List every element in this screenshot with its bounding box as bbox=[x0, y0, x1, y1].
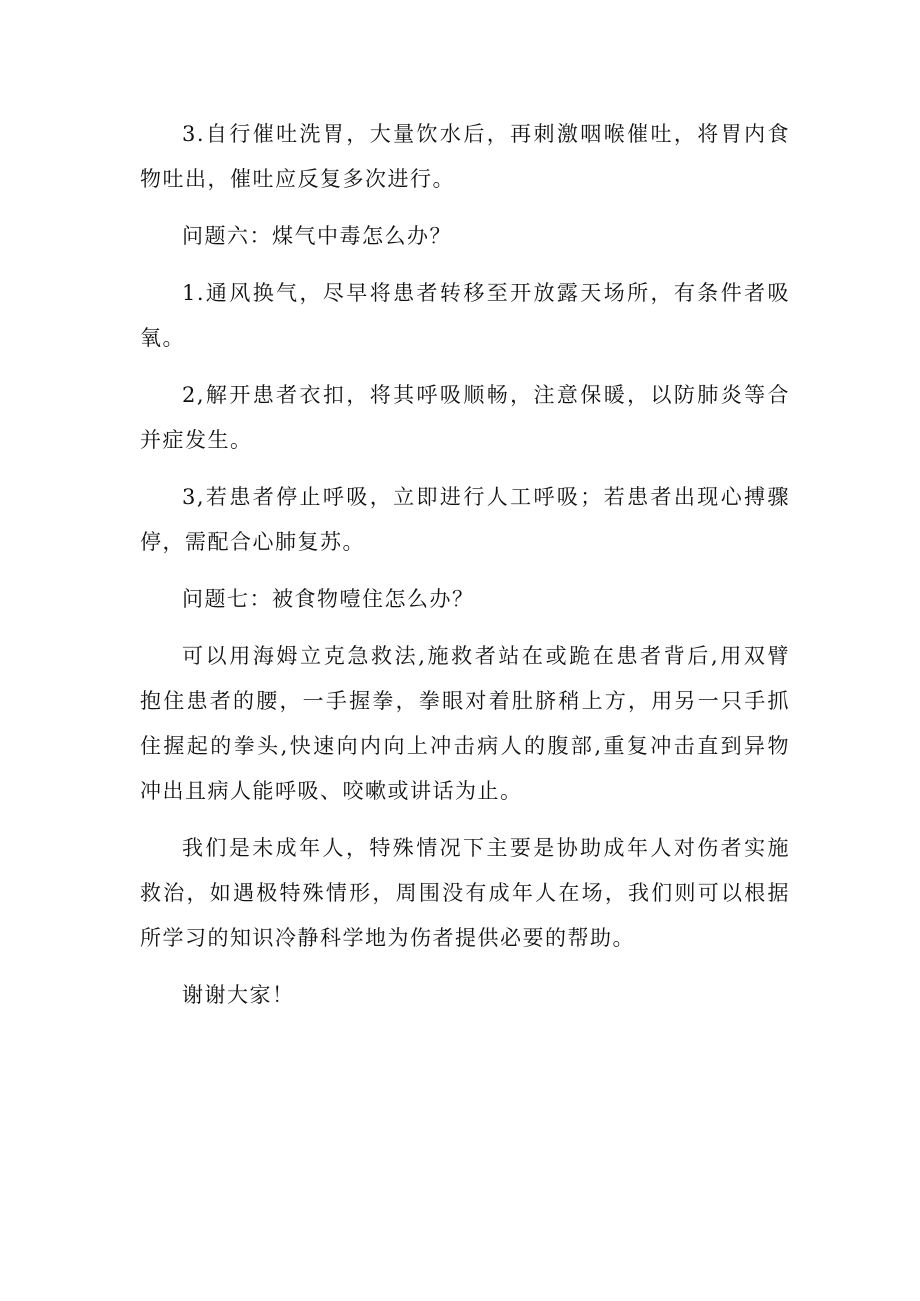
paragraph-line: 1.通风换气，尽早将患者转移至开放露天场所，有条件者吸 bbox=[182, 281, 790, 305]
document-body bbox=[140, 112, 790, 1030]
paragraph bbox=[140, 112, 790, 202]
paragraph bbox=[140, 973, 790, 1018]
paragraph-line: 氧。 bbox=[140, 326, 185, 350]
paragraph-line: 3.自行催吐洗胃，大量饮水后，再刺激咽喉催吐，将胃内食 bbox=[182, 122, 790, 146]
paragraph-line: 住握起的拳头,快速向内向上冲击病人的腹部,重复冲击直到异物 bbox=[140, 734, 790, 758]
paragraph-line: 可以用海姆立克急救法,施救者站在或跪在患者背后,用双臂 bbox=[182, 644, 790, 668]
paragraph bbox=[140, 826, 790, 961]
paragraph-line: 物吐出，催吐应反复多次进行。 bbox=[140, 167, 455, 191]
paragraph bbox=[140, 634, 790, 814]
paragraph bbox=[140, 271, 790, 361]
paragraph-line: 问题六：煤气中毒怎么办？ bbox=[182, 224, 452, 248]
paragraph-line: 救治，如遇极特殊情形，周围没有成年人在场，我们则可以根据 bbox=[140, 881, 790, 905]
paragraph bbox=[140, 475, 790, 565]
paragraph-line: 冲出且病人能呼吸、咬嗽或讲话为止。 bbox=[140, 779, 523, 803]
paragraph-line: 3,若患者停止呼吸，立即进行人工呼吸；若患者出现心搏骤 bbox=[182, 485, 790, 509]
paragraph-line: 谢谢大家！ bbox=[182, 983, 295, 1007]
paragraph-line: 我们是未成年人，特殊情况下主要是协助成年人对伤者实施 bbox=[182, 836, 790, 860]
paragraph bbox=[140, 577, 790, 622]
paragraph-line: 2,解开患者衣扣，将其呼吸顺畅，注意保暖，以防肺炎等合 bbox=[182, 383, 790, 407]
paragraph bbox=[140, 373, 790, 463]
paragraph-line: 抱住患者的腰，一手握拳，拳眼对着肚脐稍上方，用另一只手抓 bbox=[140, 689, 790, 713]
paragraph-line: 并症发生。 bbox=[140, 428, 253, 452]
paragraph-line: 问题七：被食物噎住怎么办？ bbox=[182, 587, 475, 611]
paragraph-line: 所学习的知识冷静科学地为伤者提供必要的帮助。 bbox=[140, 926, 635, 950]
paragraph bbox=[140, 214, 790, 259]
paragraph-line: 停，需配合心肺复苏。 bbox=[140, 530, 365, 554]
